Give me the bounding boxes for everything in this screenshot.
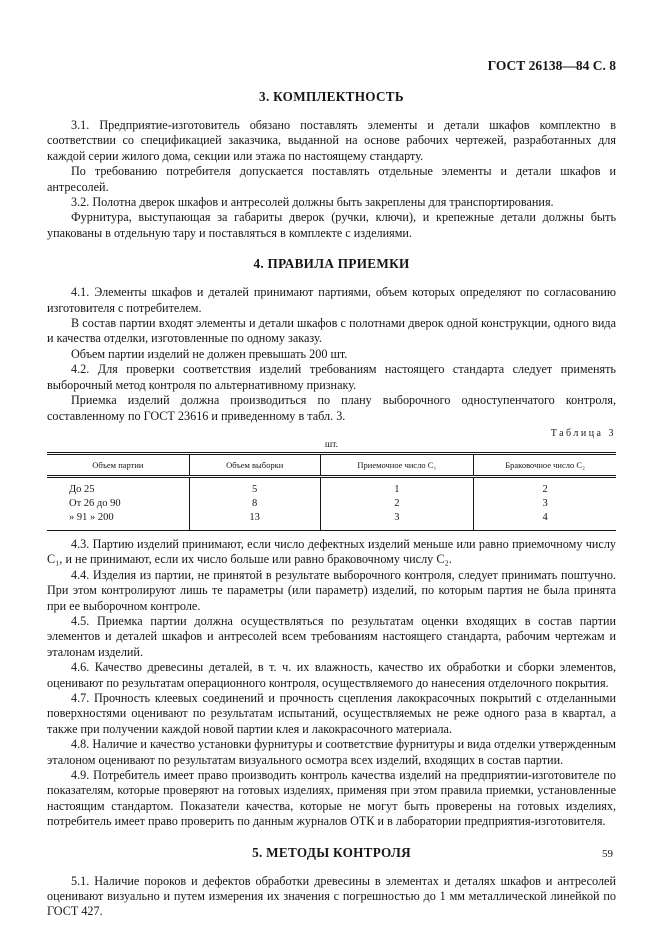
cell-rejection-number: 3 <box>474 497 616 511</box>
paragraph-3-2a: Фурнитура, выступающая за габариты дверок (ручки, ключи), и крепежные детали должны быть упакованы в отдельную тару и поставляться в комплекте с изделиями. <box>47 210 616 240</box>
column-header-rejection-number: Браковочное число С₂ <box>474 453 616 476</box>
column-header-lot-volume: Объем партии <box>47 453 189 476</box>
cell-lot-volume: » 91 » 200 <box>69 511 114 523</box>
paragraph-3-2: 3.2. Полотна дверок шкафов и антресолей должны быть закреплены для транспортирования. <box>71 195 554 210</box>
paragraph-4-2a: Приемка изделий должна производиться по плану выборочного одноступенчатого контроля, составленному по ГОСТ 23616 и приведенному в табл. 3. <box>47 393 616 423</box>
paragraph-3-1a: По требованию потребителя допускается поставлять отдельные элементы и детали шкафов и антресолей. <box>47 164 616 194</box>
column-header-acceptance-number: Приемочное число С₁ <box>320 453 474 476</box>
paragraph-4-9: 4.9. Потребитель имеет право производить контроль качества изделий на предприятии-изготовителе по показателям, которые проверяют на готовых изделиях, применяя при этом правила приемки, установленные настоящим стандартом. Показатели качества, которые не могут быть проверены на готовых изделиях, потребитель имеет право проверить по данным журналов ОТК и в лаборатории предприятия-изготовителя. <box>47 768 616 829</box>
cell-rejection-number: 2 <box>474 476 616 497</box>
cell-lot-volume: До 25 <box>69 483 95 495</box>
paragraph-4-4: 4.4. Изделия из партии, не принятой в результате выборочного контроля, следует принимать поштучно. При этом контролируют лишь те параметры (или параметр) изделий, по которым партия не была принята при ее выборочном контроле. <box>47 567 616 613</box>
paragraph-4-1b: Объем партии изделий не должен превышать 200 шт. <box>71 346 348 361</box>
section-title-completeness: 3. КОМПЛЕКТНОСТЬ <box>259 89 404 104</box>
cell-rejection-number: 4 <box>474 511 616 531</box>
paragraph-5-1: 5.1. Наличие пороков и дефектов обработки древесины в элементах и деталях шкафов и антресолей оценивают визуально и путем измерения их значения с погрешностью до 1 мм металлической линейкой по ГОСТ 427. <box>47 873 616 919</box>
cell-sample-volume: 5 <box>189 476 320 497</box>
sampling-plan-table-block <box>47 428 616 531</box>
table-caption: Таблица 3 <box>550 427 616 439</box>
paragraph-4-7: 4.7. Прочность клеевых соединений и прочность сцепления лакокрасочных покрытий с отделанными поверхностями оценивают по результатам испытаний, осуществляемых не реже одного раза в квартал, а также при получении каждой новой партии клея и лакокрасочного материала. <box>47 690 616 736</box>
cell-sample-volume: 13 <box>189 511 320 531</box>
cell-acceptance-number: 2 <box>320 497 474 511</box>
paragraph-4-3: 4.3. Партию изделий принимают, если число дефектных изделий меньше или равно приемочному числу С₁, и не принимают, если их число больше или равно браковочному числу С₂. <box>47 536 616 567</box>
section-title-control-methods: 5. МЕТОДЫ КОНТРОЛЯ <box>252 844 411 860</box>
cell-sample-volume: 8 <box>189 497 320 511</box>
paragraph-3-1: 3.1. Предприятие-изготовитель обязано поставлять элементы и детали шкафов комплектно в соответствии со спецификацией заказчика, выданной на основе рабочих чертежей, разработанных для каждой серии жилого дома, секции или этажа по настоящему стандарту. <box>47 118 616 163</box>
section-title-acceptance-rules: 4. ПРАВИЛА ПРИЕМКИ <box>253 256 410 272</box>
column-header-sample-volume: Объем выборки <box>189 453 320 476</box>
paragraph-4-5: 4.5. Приемка партии должна осуществляться по результатам оценки входящих в состав партии элементов и деталей шкафов и антресолей всем требованиям настоящего стандарта, рабочим чертежам и эталонам изделий. <box>47 613 616 659</box>
page-number: 59 <box>602 848 613 860</box>
cell-lot-volume: От 26 до 90 <box>69 497 121 509</box>
table-header-row <box>47 453 616 476</box>
table-unit-label: шт. <box>324 439 339 450</box>
document-header: ГОСТ 26138—84 С. 8 <box>487 58 616 73</box>
paragraph-4-1: 4.1. Элементы шкафов и деталей принимают партиями, объем которых определяют по согласованию изготовителя с потребителем. <box>47 285 616 315</box>
table-row <box>47 476 616 497</box>
paragraph-4-8: 4.8. Наличие и качество установки фурнитуры и соответствие фурнитуры и вида отделки утвержденным эталоном оценивают по результатам визуального осмотра всех изделий, входящих в состав партии. <box>47 737 616 767</box>
paragraph-4-2: 4.2. Для проверки соответствия изделий требованиям настоящего стандарта следует применять выборочный метод контроля по альтернативному признаку. <box>47 362 616 392</box>
cell-acceptance-number: 1 <box>320 476 474 497</box>
sampling-plan-table <box>47 452 616 531</box>
cell-acceptance-number: 3 <box>320 511 474 531</box>
table-row <box>47 511 616 531</box>
table-row <box>47 497 616 511</box>
paragraph-4-1a: В состав партии входят элементы и детали шкафов с полотнами дверок одной конструкции, одного вида и качества отделки, изготовленные по одному заказу. <box>47 316 616 346</box>
paragraph-4-6: 4.6. Качество древесины деталей, в т. ч. их влажность, качество их обработки и сборки элементов, оценивают по результатам операционного контроля, осуществляемого до нанесения отделочного покрытия. <box>47 660 616 690</box>
